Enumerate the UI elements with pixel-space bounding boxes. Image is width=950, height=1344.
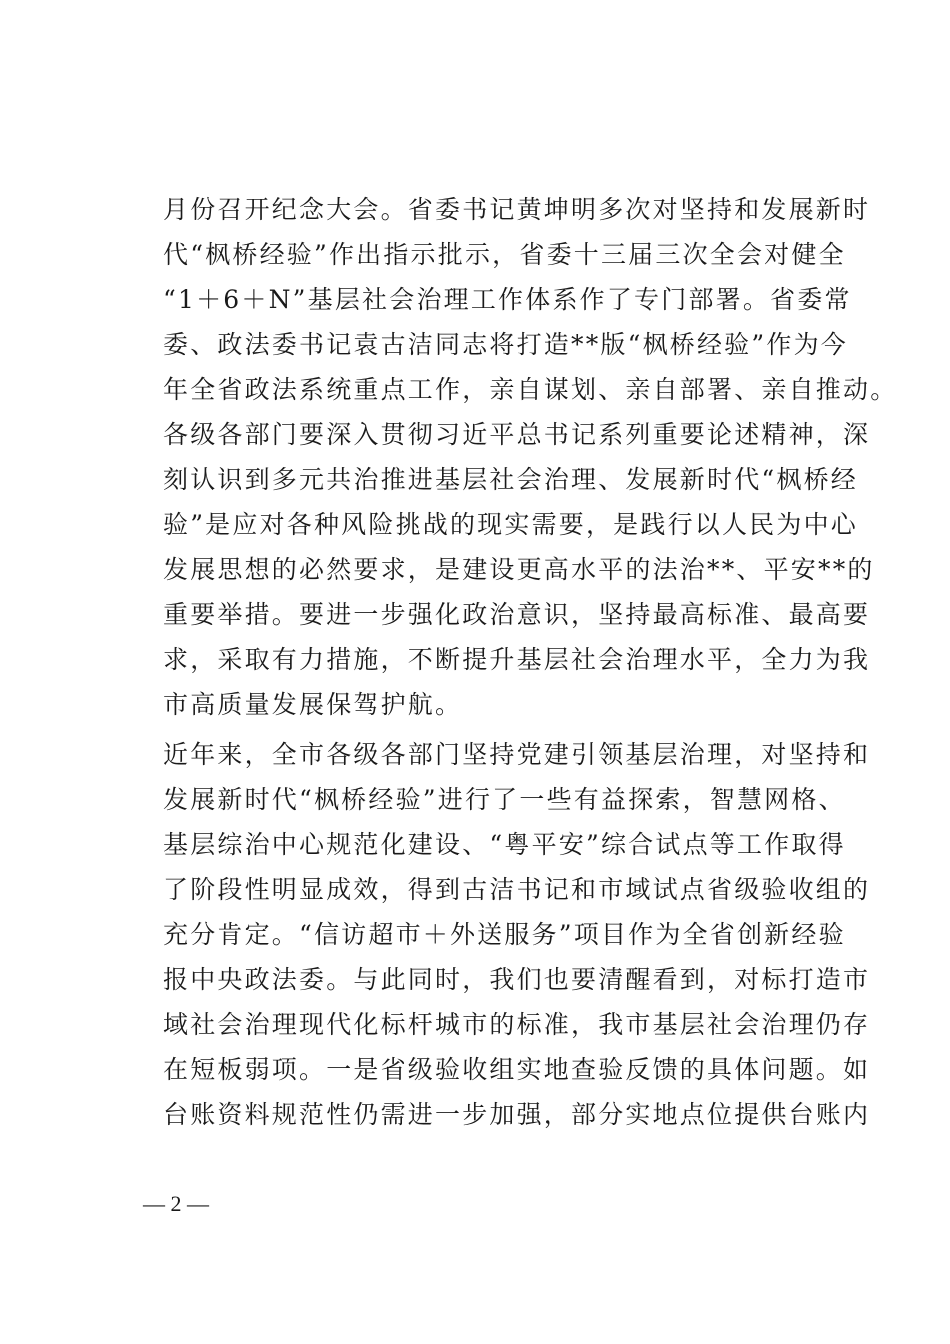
paragraph-2-line-1: 近年来，全市各级各部门坚持党建引领基层治理，对坚持和 xyxy=(163,740,871,769)
paragraph-2-line-9: 台账资料规范性仍需进一步加强，部分实地点位提供台账内 xyxy=(163,1100,871,1129)
paragraph-1-line-1: 月份召开纪念大会。省委书记黄坤明多次对坚持和发展新时 xyxy=(163,195,871,224)
paragraph-1-line-10: 重要举措。要进一步强化政治意识，坚持最高标准、最高要 xyxy=(163,600,871,629)
paragraph-2-line-7: 域社会治理现代化标杆城市的标准，我市基层社会治理仍存 xyxy=(163,1010,871,1039)
paragraph-2-line-3: 基层综治中心规范化建设、“粤平安”综合试点等工作取得 xyxy=(163,830,846,859)
paragraph-1-line-8: 验”是应对各种风险挑战的现实需要，是践行以人民为中心 xyxy=(163,510,858,539)
paragraph-2-line-4: 了阶段性明显成效，得到古洁书记和市域试点省级验收组的 xyxy=(163,875,871,904)
paragraph-2-line-6: 报中央政法委。与此同时，我们也要清醒看到，对标打造市 xyxy=(163,965,871,994)
paragraph-2-line-8: 在短板弱项。一是省级验收组实地查验反馈的具体问题。如 xyxy=(163,1055,871,1084)
page-number: — 2 — xyxy=(143,1191,209,1216)
paragraph-1-line-4: 委、政法委书记袁古洁同志将打造**版“枫桥经验”作为今 xyxy=(163,330,848,359)
paragraph-2-line-5: 充分肯定。“信访超市＋外送服务”项目作为全省创新经验 xyxy=(163,920,846,949)
paragraph-1-line-6: 各级各部门要深入贯彻习近平总书记系列重要论述精神，深 xyxy=(163,420,871,449)
paragraph-1-line-9: 发展思想的必然要求，是建设更高水平的法治**、平安**的 xyxy=(163,555,875,584)
paragraph-1-line-12: 市高质量发展保驾护航。 xyxy=(163,690,463,719)
paragraph-1-line-3: “1＋6＋N”基层社会治理工作体系作了专门部署。省委常 xyxy=(163,285,852,314)
paragraph-2-line-2: 发展新时代“枫桥经验”进行了一些有益探索，智慧网格、 xyxy=(163,785,846,814)
paragraph-1-line-5: 年全省政法系统重点工作，亲自谋划、亲自部署、亲自推动。 xyxy=(163,375,898,404)
paragraph-1-line-7: 刻认识到多元共治推进基层社会治理、发展新时代“枫桥经 xyxy=(163,465,858,494)
paragraph-1-line-2: 代“枫桥经验”作出指示批示，省委十三届三次全会对健全 xyxy=(163,240,846,269)
paragraph-1-line-11: 求，采取有力措施，不断提升基层社会治理水平，全力为我 xyxy=(163,645,871,674)
